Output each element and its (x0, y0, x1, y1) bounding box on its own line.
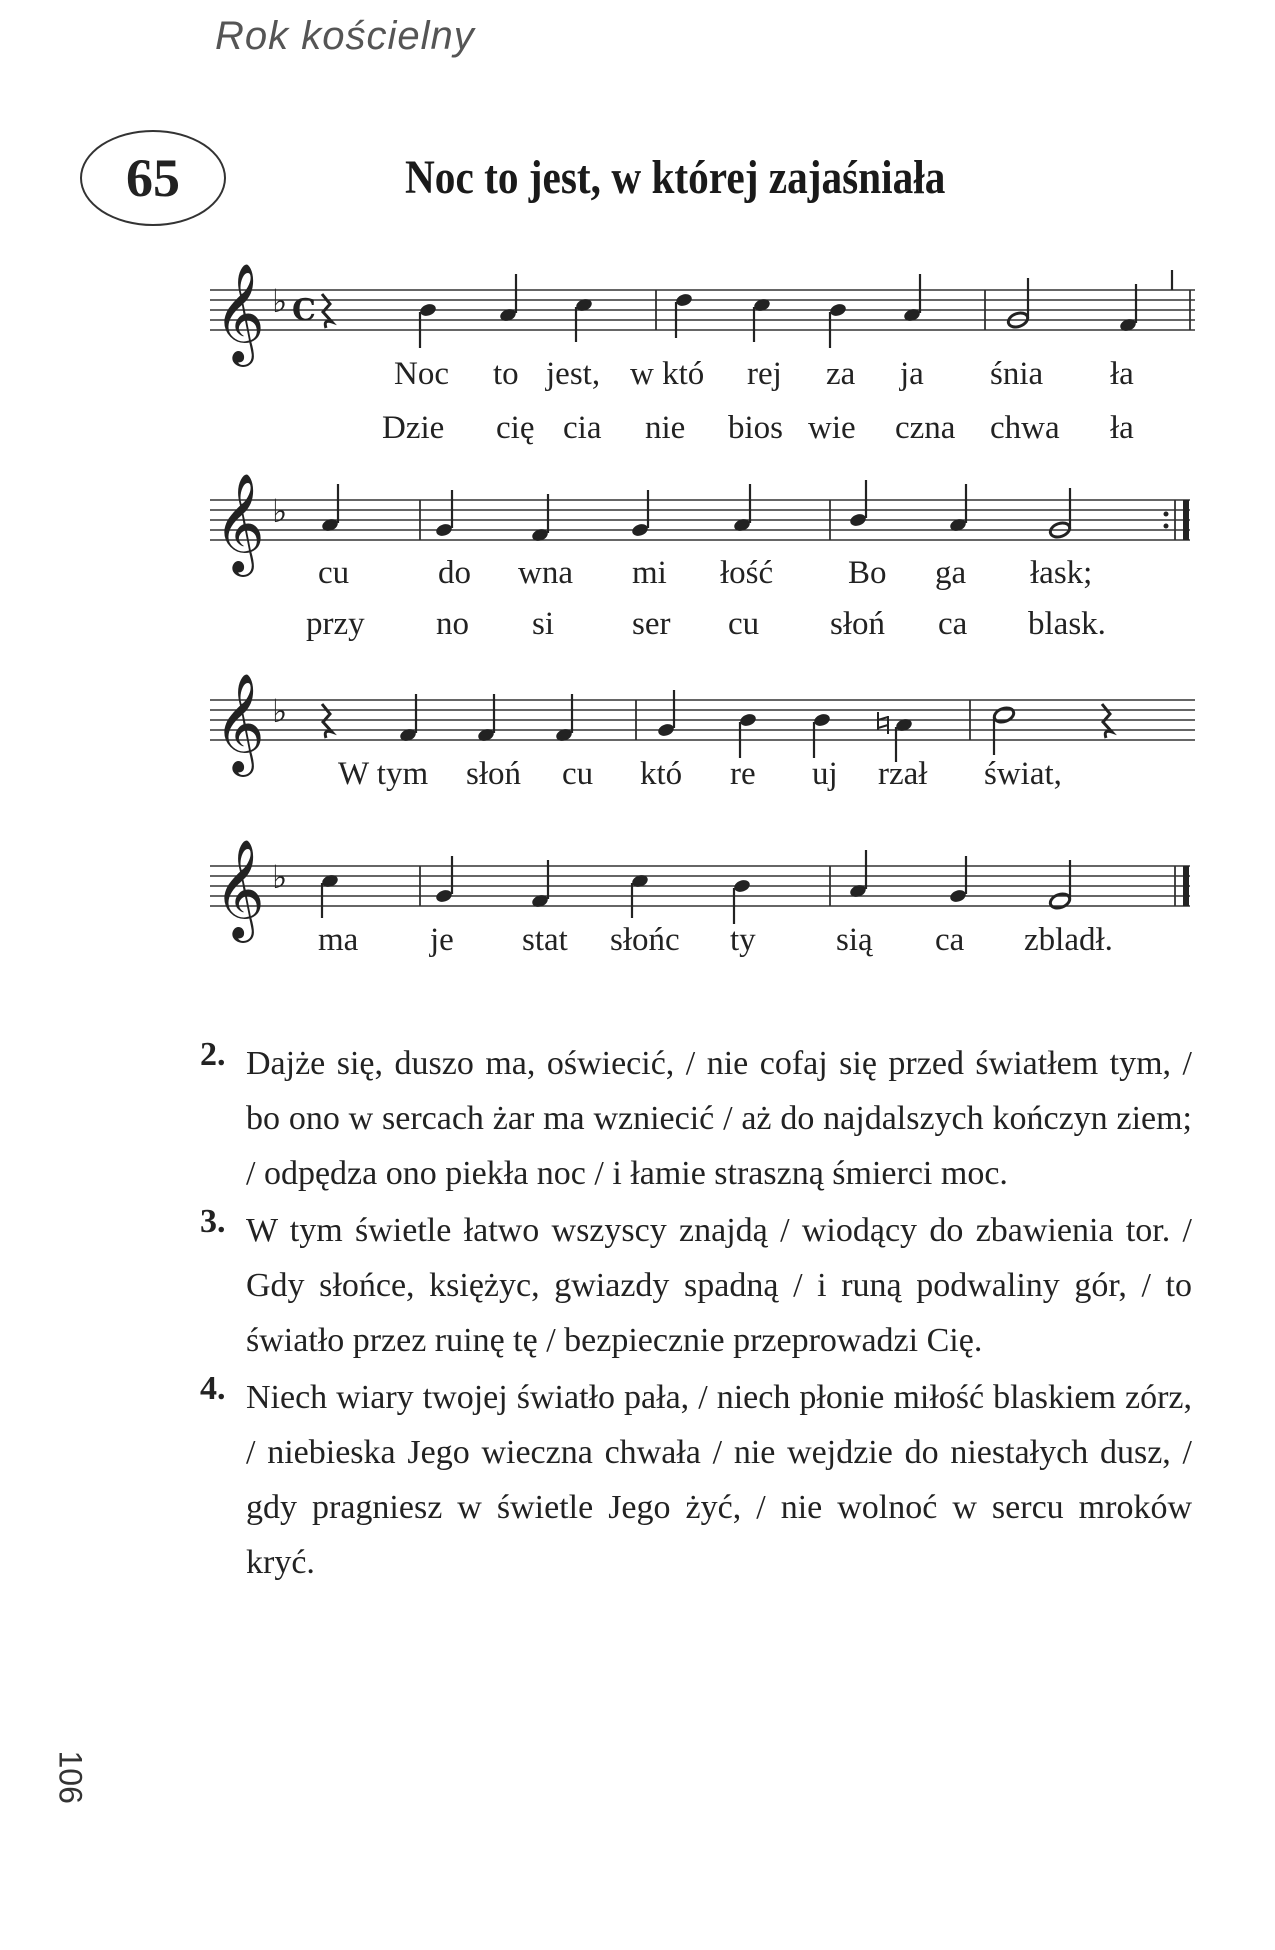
verse-number: 3. (200, 1203, 226, 1240)
syllable: słońc (610, 922, 680, 958)
music-staff-1 (0, 250, 1275, 370)
syllable: je (430, 922, 454, 958)
syllable: słoń (830, 606, 886, 642)
syllable: cię (496, 410, 535, 446)
syllable: wie (808, 410, 856, 446)
syllable: śnia (990, 356, 1044, 392)
syllable: uj (812, 756, 838, 792)
note-6 (829, 302, 848, 348)
syllable: łość (720, 555, 774, 591)
syllable: chwa (990, 410, 1060, 446)
note-6 (813, 712, 832, 758)
treble-clef-icon: 𝄞 (214, 839, 265, 939)
syllable: W tym (338, 756, 429, 792)
treble-clef-icon: 𝄞 (214, 263, 265, 363)
syllable: ga (935, 555, 967, 591)
note-2 (435, 856, 454, 904)
syllable: ca (938, 606, 968, 642)
syllable: no (436, 606, 469, 642)
syllable: świat, (984, 756, 1062, 792)
note-5 (739, 712, 758, 758)
verse-text: Niech wiary twojej światło pała, / niech płonie miłość blaskiem zórz, / niebieska Jego wieczna chwała / nie wejdzie do niestałych dusz, / gdy pragniesz w świetle Jego żyć, / nie wolnoć w sercu mroków kryć. (246, 1379, 1192, 1581)
syllable: zbladł. (1024, 922, 1113, 958)
syllable: to (493, 356, 519, 392)
song-title: Noc to jest, w której zajaśniała (405, 151, 946, 204)
syllable: za (826, 356, 856, 392)
note-3 (531, 494, 550, 543)
note-7 (949, 484, 968, 533)
syllable: cu (562, 756, 594, 792)
flat-key-icon: ♭ (272, 858, 288, 896)
quarter-rest-icon (1102, 704, 1112, 738)
syllable: nie (645, 410, 686, 446)
note-1 (321, 484, 340, 533)
note-3 (555, 694, 574, 743)
syllable: ja (900, 356, 924, 392)
syllable: bios (728, 410, 784, 446)
syllable: cu (318, 555, 350, 591)
verses-section (200, 1036, 1192, 1592)
flat-key-icon: ♭ (272, 692, 288, 730)
syllable: cia (563, 410, 602, 446)
verse-text: W tym świetle łatwo wszyscy znajdą / wiodący do zbawienia tor. / Gdy słońce, księżyc, gwiazdy spadną / i runą podwaliny gór, / to światło przez ruinę tę / bezpiecznie przeprowadzi Cię. (246, 1212, 1192, 1359)
syllable: blask. (1028, 606, 1106, 642)
note-7 (903, 274, 922, 323)
syllable: czna (895, 410, 956, 446)
verse-text: Dajże się, duszo ma, oświecić, / nie cofaj się przed światłem tym, / bo ono w sercach żar ma wzniecić / aż do najdalszych kończyn ziem; / odpędza ono piekła noc / i łamie straszną śmierci moc. (246, 1045, 1192, 1192)
syllable: któ (640, 756, 683, 792)
flat-key-icon: ♭ (272, 492, 288, 530)
note-8 (1048, 488, 1071, 540)
verse-3 (200, 1203, 1192, 1368)
note-3 (531, 860, 550, 909)
note-1 (419, 302, 438, 348)
syllable: ła (1110, 356, 1134, 392)
section-header: Rok kościelny (215, 14, 475, 58)
syllable: rej (747, 356, 782, 392)
quarter-rest-icon (322, 704, 332, 738)
quarter-rest-icon (322, 294, 332, 328)
syllable: jest, (546, 356, 601, 392)
syllable: rzał (878, 756, 928, 792)
note-4 (657, 690, 676, 738)
syllable: przy (306, 606, 365, 642)
verse-2 (200, 1036, 1192, 1201)
treble-clef-icon: 𝄞 (214, 673, 265, 773)
note-2 (499, 274, 518, 323)
lyrics-staff-1-line-2 (0, 410, 1275, 460)
note-5 (733, 484, 752, 533)
note-2 (477, 694, 496, 743)
syllable: wna (518, 555, 573, 591)
song-number-badge (80, 130, 226, 226)
syllable: ty (730, 922, 756, 958)
syllable: ma (318, 922, 359, 958)
syllable: łask; (1030, 555, 1093, 591)
note-9 (1119, 284, 1138, 333)
syllable: słoń (466, 756, 522, 792)
syllable: ser (632, 606, 671, 642)
syllable: si (532, 606, 555, 642)
verse-number: 4. (200, 1370, 226, 1407)
syllable: re (730, 756, 756, 792)
syllable: sią (836, 922, 873, 958)
note-6 (849, 480, 868, 528)
lyrics-staff-3-line-1 (0, 756, 1275, 806)
lyrics-staff-2-line-1 (0, 555, 1275, 605)
treble-clef-icon: 𝄞 (214, 473, 265, 573)
verse-4 (200, 1370, 1192, 1590)
syllable: mi (632, 555, 667, 591)
note-8 (1006, 278, 1029, 330)
note-2 (435, 490, 454, 538)
time-signature: C (292, 293, 316, 328)
syllable: Noc (394, 356, 449, 392)
lyrics-staff-4-line-1 (0, 922, 1275, 972)
syllable: Dzie (382, 410, 445, 446)
lyrics-staff-1-line-1 (0, 356, 1275, 406)
note-6 (849, 850, 868, 899)
note-4 (675, 292, 694, 338)
syllable: Bo (848, 555, 887, 591)
flat-key-icon: ♭ (272, 282, 288, 320)
syllable: do (438, 555, 471, 591)
song-number: 65 (126, 148, 180, 208)
syllable: w któ (630, 356, 705, 392)
lyrics-staff-2-line-2 (0, 606, 1275, 656)
syllable: ła (1110, 410, 1134, 446)
note-7 (949, 856, 968, 904)
note-4 (631, 490, 650, 538)
page-number: 106 (52, 1750, 89, 1804)
syllable: cu (728, 606, 760, 642)
verse-number: 2. (200, 1036, 226, 1073)
syllable: stat (522, 922, 568, 958)
note-5 (733, 878, 752, 924)
syllable: ca (935, 922, 965, 958)
note-1 (399, 694, 418, 743)
